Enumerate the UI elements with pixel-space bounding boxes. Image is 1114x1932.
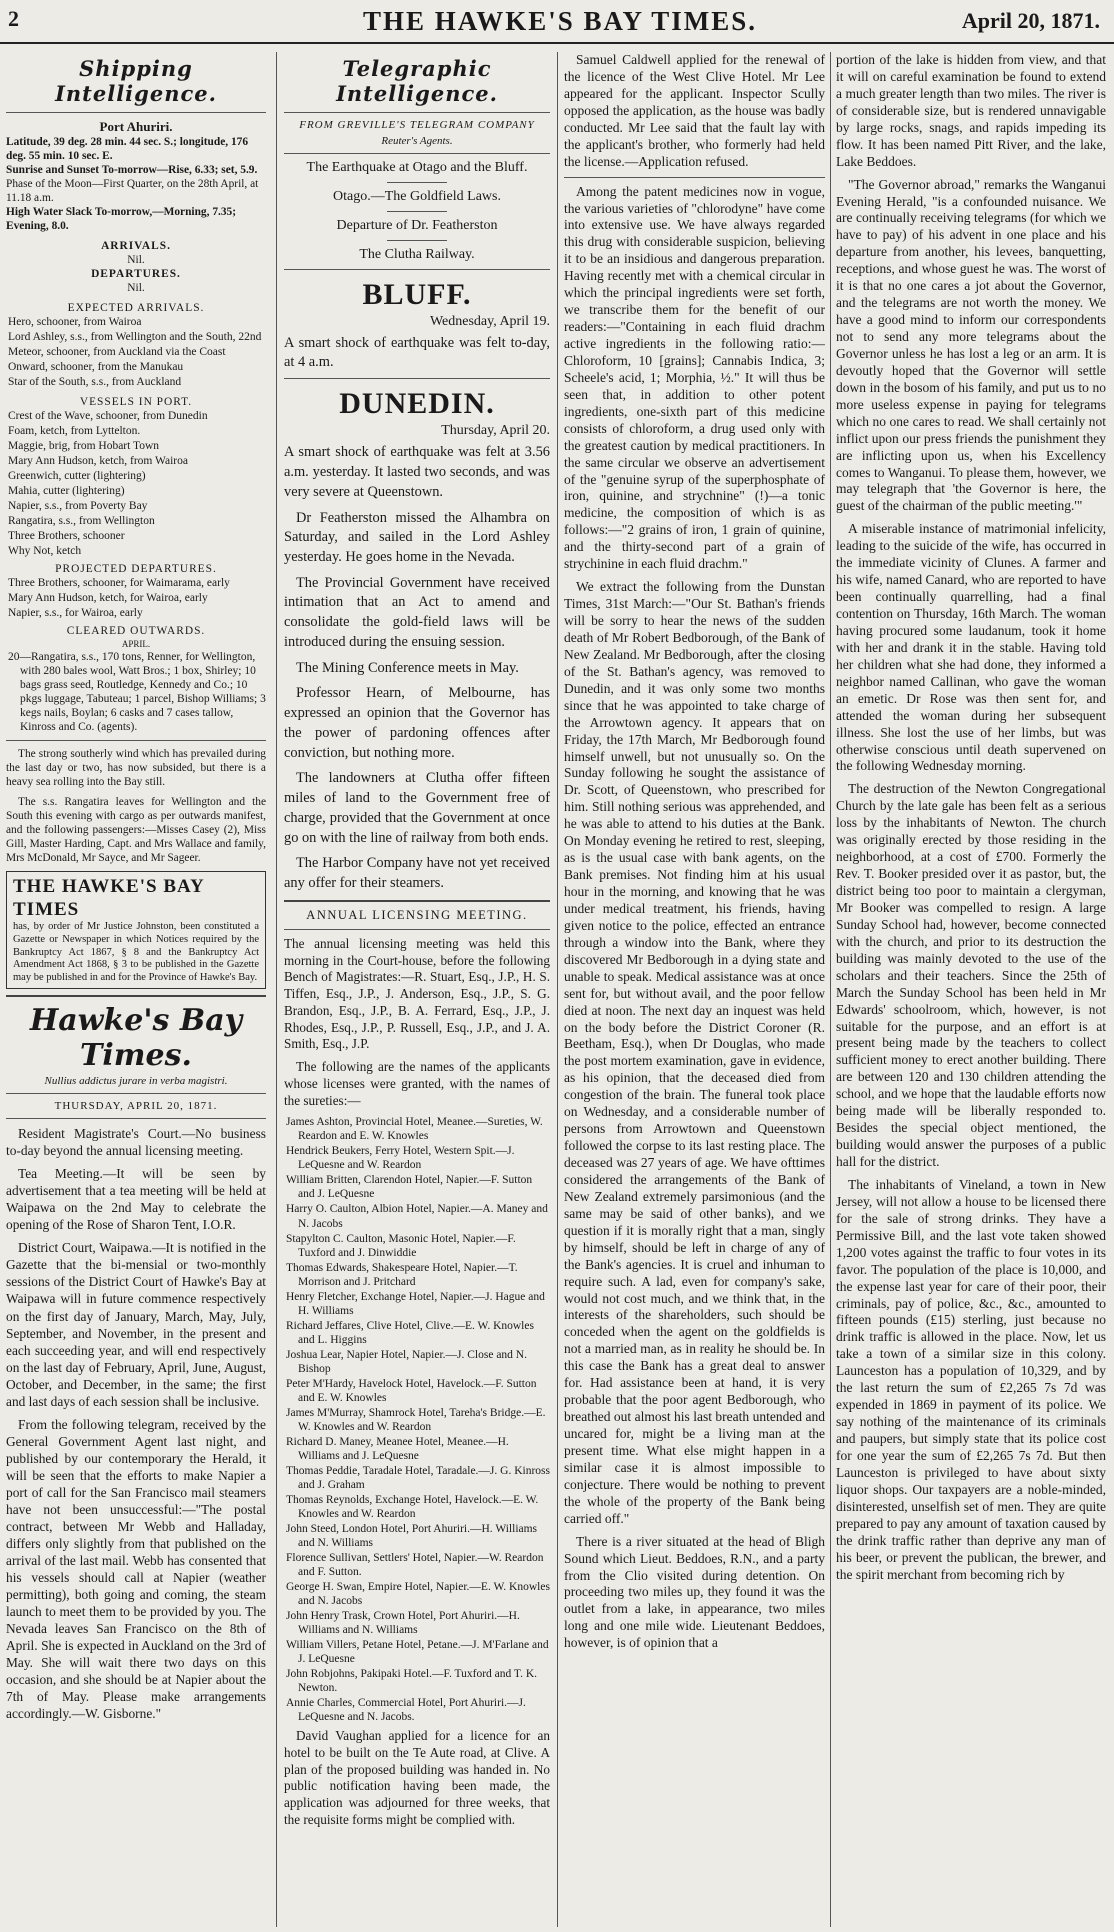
vessel-in-port: Three Brothers, schooner [8, 530, 125, 543]
license-applicant: Thomas Peddie, Taradale Hotel, Taradale.—J. G. Kinross and J. Graham [286, 1464, 550, 1491]
latitude: Latitude, 39 deg. 28 min. 44 sec. S.; longitude, 176 deg. 55 min. 10 sec. E. [6, 135, 249, 162]
column-divider [830, 52, 831, 1927]
column-2 [284, 52, 550, 1927]
expected-vessel: Meteor, schooner, from Auckland via the Coast [8, 346, 226, 359]
telegram-headlines [284, 160, 550, 263]
license-applicant: Joshua Lear, Napier Hotel, Napier.—J. Close and N. Bishop [286, 1348, 527, 1375]
bligh-sound-article: There is a river situated at the head of Bligh Sound which Lieut. Beddoes, R.N., and a party from the Clio visited during detention. On proceeding two miles up, they found it was the outlet from a lake, in appearance, two miles long and one mile wide. Lieutenant Beddoes, however, is of opinion that a [564, 1533, 825, 1651]
licensing-bench: The annual licensing meeting was held this morning in the Court-house, before the following Bench of Magistrates:—R. Stuart, Esq., J.P., H. S. Tiffen, Esq., J.P., J. Anderson, Esq., J.P., S. G. Brandon, Esq., J.P., B. A. Ferrard, Esq., J.P., J. Rhodes, Esq., J.P., P. Russell, Esq., J.P., and J. A. Smith, Esq., J.P. [284, 935, 550, 1052]
license-applicant: John Robjohns, Pakipaki Hotel.—F. Tuxford and T. K. Newton. [286, 1667, 538, 1694]
high-water: High Water Slack To-morrow,—Morning, 7.35; Evening, 8.0. [6, 206, 237, 233]
moon-phase: Phase of the Moon—First Quarter, on the 28th April, at 11.18 a.m. [6, 178, 259, 205]
column-divider [557, 52, 558, 1927]
notice-text: has, by order of Mr Justice Johnston, been constituted a Gazette or Newspaper in which Notices required by the Bankruptcy Act 1867, § 8 and the Bankruptcy Act Amendment Act 1868, § 3 to be published in the Gazette may be published in and for the Province of Hawke's Bay. [13, 921, 259, 983]
vessels-list [6, 409, 266, 558]
governor-abroad: "The Governor abroad," remarks the Wanganui Evening Herald, "is a confounded nuisance. We are continually receiving telegrams (for which we have to pay) of his advent in one place and his departure from another, his levees, banquetting, receptions, and whose guest he was. The worst of it is that no one cares a jot about the Governor, and the telegrams are not worth the money. We have a good mind to inform our correspondents not to send any more telegrams about the Governor unless he has lost a leg or an arm. It is devoutly hoped that the Governor will settle down in the bosom of his family, and put us to no more useless expense in paying for telegrams which no one cares to read. We shall certainly not inflict upon our press friends the punishment they are inflicting upon us, when his Excellency comes to Wanganui. To please them, however, we may telegraph that 'the Governor is here, the guest of the chairman of the public meeting.'" [836, 176, 1106, 514]
column-4 [836, 52, 1106, 1927]
projected-departure: Napier, s.s., for Wairoa, early [8, 607, 143, 620]
telegram-headline: The Earthquake at Otago and the Bluff. [306, 160, 528, 175]
license-applicant: Henry Fletcher, Exchange Hotel, Napier.—J. Hague and H. Williams [286, 1290, 545, 1317]
issue-date: April 20, 1871. [961, 8, 1100, 33]
license-applicant: Stapylton C. Caulton, Masonic Hotel, Napier.—F. Tuxford and J. Dinwiddie [286, 1232, 516, 1259]
column-1 [6, 52, 266, 1927]
expected-list [6, 315, 266, 389]
expected-vessel: Onward, schooner, from the Manukau [8, 361, 184, 374]
professor-hearn: Professor Hearn, of Melbourne, has expressed an opinion that the Governor has the power of pardoning offences after conviction, but nothing more. [284, 685, 550, 761]
vessel-in-port: Greenwich, cutter (lightering) [8, 470, 146, 483]
licensing-intro: The following are the names of the applicants whose licenses were granted, with the names of the sureties:— [284, 1059, 550, 1108]
mail-telegram: From the following telegram, received by the General Government Agent last night, and published by our contemporary the Herald, it will be seen that the efforts to make Napier a port of call for the San Francisco mail steamers have not been unsuccessful:—"The postal contract, between Mr Webb and Halladay, differs only slightly from that published on the arrival of the last mail. Webb has consented that his vessels should call at Napier (weather permitting), both going and coming, the steam launch to meet them to be provided by you. The Nevada leaves San Francisco on the 8th of April. She is expected in Auckland on the 3rd of May. She will wait there two days on this occasion, and she should be at Napier about the 7th of May. Please make arrangements accordingly.—W. Gisborne." [6, 1416, 266, 1721]
departures-heading: DEPARTURES. [91, 268, 181, 281]
license-applicant: Thomas Edwards, Shakespeare Hotel, Napier.—T. Morrison and J. Pritchard [286, 1261, 518, 1288]
bluff-heading: BLUFF. [362, 278, 472, 311]
reuters-agents: Reuter's Agents. [381, 135, 453, 147]
dunedin-heading: DUNEDIN. [339, 387, 495, 421]
license-applicant: Thomas Reynolds, Exchange Hotel, Havelock.—E. W. Knowles and W. Reardon [286, 1493, 539, 1520]
license-applicant: Harry O. Caulton, Albion Hotel, Napier.—A. Maney and N. Jacobs [286, 1203, 548, 1230]
expected-vessel: Hero, schooner, from Wairoa [8, 316, 142, 329]
license-applicant: William Britten, Clarendon Hotel, Napier.—F. Sutton and J. LeQuesne [286, 1174, 533, 1201]
featherston: Dr Featherston missed the Alhambra on Saturday, and sailed in the Lord Ashley yesterday. He goes home in the Nevada. [284, 509, 550, 565]
caldwell-license: Samuel Caldwell applied for the renewal of the licence of the West Clive Hotel. Mr Lee appeared for the applicant. Inspector Scully opposed the application, as the house was badly conducted. Mr Lee said that the fault lay with the applicant's brother, who formerly had held the license.—Application refused. [564, 52, 825, 169]
mining-conference: The Mining Conference meets in May. [296, 659, 519, 676]
license-applicant: William Villers, Petane Hotel, Petane.—J. M'Farlane and J. LeQuesne [286, 1638, 549, 1665]
newspaper-title: THE HAWKE'S BAY TIMES. [362, 6, 758, 36]
gazette-notice [6, 871, 266, 990]
dateline: THURSDAY, APRIL 20, 1871. [54, 1100, 218, 1113]
headline-divider [387, 240, 447, 241]
weather-paragraph: The strong southerly wind which has prevailed during the last day or two, has now subsided, but there is a heavy sea rolling into the Bay still. [6, 747, 266, 788]
vineland-article: The inhabitants of Vineland, a town in New Jersey, will not allow a house to be licensed there for the sale of strong drinks. They have a Permissive Bill, and the last vote taken showed 1,200 votes against the traffic to four votes in its favor. The population of the place is 10,000, and the expense last year for care of their poor, their criminals, pay of police, &c., &c., amounted to fifteen pounds (£15) sterling, just because no drink traffic is allowed in the place. Now, let us take a town of a similar size in this colony. Launceston has a population of 10,329, and by the last return the sum of £2,265 7s 7d was expended in 1869 in payment of its police. We say nothing of the maintenance of its criminals and paupers, but simply state that its police cost for one year the sum of £2,265 7s 7d. But then Launceston is privileged to have about sixty liquor shops. Our taxpayers are a noble-minded, disinterested, unselfish set of men. They are quite prepared to pay any amount of taxation caused by the drink traffic rather than deprive any man of his beer, or prevent the publican, the brewer, and the spirit merchant from becoming rich by [836, 1176, 1106, 1582]
licensing-title: ANNUAL LICENSING MEETING. [306, 907, 528, 922]
vessel-in-port: Maggie, brig, from Hobart Town [8, 440, 160, 453]
vessel-in-port: Why Not, ketch [8, 545, 82, 558]
telegram-headline: Otago.—The Goldfield Laws. [333, 189, 501, 204]
vaughan-application: David Vaughan applied for a licence for an hotel to be built on the Te Aute road, at Clive. A plan of the proposed building was handed in. No public notification having been made, the application was adjourned for three weeks, that the requisite forms might be complied with. [284, 1728, 550, 1827]
arrivals-heading: ARRIVALS. [101, 240, 171, 253]
license-applicant: Annie Charles, Commercial Hotel, Port Ahuriri.—J. LeQuesne and N. Jacobs. [286, 1697, 526, 1724]
column-divider [276, 52, 277, 1927]
newton-church: The destruction of the Newton Congregational Church by the late gale has been felt as a serious loss by the inhabitants of Newton. The church was originally erected by those residing in the neighborhood, at a cost of £700. Formerly the Rev. T. Booker presided over it as pastor, but, the district being too poor to maintain a clergyman, Mr Booker was compelled to resign. A large Sunday School had, however, become connected with the church, and prior to its destruction the building was mainly devoted to the use of the scholars and their teachers. Since the 25th of March the Sunday School has been held in Mr Edwards' schoolroom, which, however, is not suitable for the purpose, and an effort is at present being made by the teachers to collect sufficient money to erect another building. There are between 120 and 130 children attending the school, and we hope that the laudable efforts now being made will be liberally responded to. Besides the special object mentioned, the building would answer the purposes of a public hall for the district. [836, 781, 1106, 1169]
clutha-landowners: The landowners at Clutha offer fifteen miles of land to the Government free of charge, provided that the Government at once go on with the line of railway from both ends. [284, 770, 550, 846]
license-applicant: James M'Murray, Shamrock Hotel, Tareha's Bridge.—E. W. Knowles and W. Reardon [286, 1406, 546, 1433]
license-applicant: Hendrick Beukers, Ferry Hotel, Western Spit.—J. LeQuesne and W. Reardon [286, 1145, 515, 1172]
dunedin-earthquake: A smart shock of earthquake was felt at 3.56 a.m. yesterday. It lasted two seconds, and was very severe at Queenstown. [284, 444, 550, 500]
headline-divider [387, 182, 447, 183]
page-number: 2 [8, 6, 19, 31]
vessel-in-port: Mahia, cutter (lightering) [8, 485, 125, 498]
magistrates-court: Resident Magistrate's Court.—No business to-day beyond the annual licensing meeting. [6, 1126, 266, 1159]
harbor-company: The Harbor Company have not yet received any offer for their steamers. [284, 855, 550, 891]
notice-title: THE HAWKE'S BAY TIMES [13, 875, 204, 920]
vessel-in-port: Rangatira, s.s., from Wellington [8, 515, 155, 528]
projected-departure: Three Brothers, schooner, for Waimarama, early [8, 577, 230, 590]
license-applicant: Florence Sullivan, Settlers' Hotel, Napier.—W. Reardon and F. Sutton. [286, 1551, 544, 1578]
telegraphic-title: Telegraphic Intelligence. [284, 52, 550, 113]
motto: Nullius addictus jurare in verba magistri. [44, 1075, 228, 1088]
license-applicant: Richard Jeffares, Clive Hotel, Clive.—E. W. Knowles and L. Higgins [286, 1319, 534, 1346]
cleared-entry: 20—Rangatira, s.s., 170 tons, Renner, for Wellington, with 280 bales wool, Watt Bros.; 1 box, Shirley; 10 bags grass seed, Routledge, Kennedy and Co.; 10 pkgs luggage, Tabuteau; 1 parcel, Bishop Williams; 3 kegs nails, Boylan; 6 casks and 7 cases tallow, Kinross and Co. (agents). [8, 650, 266, 733]
license-applicant: George H. Swan, Empire Hotel, Napier.—E. W. Knowles and N. Jacobs [286, 1580, 550, 1607]
goldfield-act: The Provincial Government have received intimation that an Act to amend and consolidate the gold-field laws will be introduced during the ensuing session. [284, 574, 550, 650]
shipping-title: Shipping Intelligence. [6, 52, 266, 113]
expected-vessel: Lord Ashley, s.s., from Wellington and the South, 22nd [8, 331, 262, 344]
page-header [0, 0, 1114, 44]
telegram-headline: Departure of Dr. Featherston [336, 218, 498, 233]
clunes-suicide: A miserable instance of matrimonial infelicity, leading to the suicide of the wife, has occurred in the immediate vicinity of Clunes. A farmer and his wife, named Canard, who are reported to have been continually quarrelling, had a final contention on Thursday, 16th March. The woman having procured some laudanum, took it home with her and drank it in the stable. Having told her children what she had done, they informed a neighbor named Callinan, who gave the woman an emetic. Dr Rose was then sent for, and attended the woman during her subsequent illness. She lost the use of her limbs, but was otherwise conscious until death supervened on the following Wednesday morning. [836, 521, 1106, 774]
license-applicant: John Henry Trask, Crown Hotel, Port Ahuriri.—H. Williams and N. Williams [286, 1609, 520, 1636]
cleared-month: APRIL. [121, 638, 151, 649]
vessel-in-port: Crest of the Wave, schooner, from Dunedin [8, 410, 208, 423]
telegram-headline: The Clutha Railway. [359, 247, 475, 262]
headline-divider [387, 211, 447, 212]
tea-meeting: Tea Meeting.—It will be seen by advertisement that a tea meeting will be held at Waipawa on the 2nd May to celebrate the opening of the Rose of Sharon Tent, I.O.R. [6, 1166, 266, 1233]
license-applicant: Peter M'Hardy, Havelock Hotel, Havelock.—F. Sutton and E. W. Knowles [286, 1377, 537, 1404]
vessel-in-port: Napier, s.s., from Poverty Bay [8, 500, 148, 513]
cleared-heading: CLEARED OUTWARDS. [66, 625, 206, 638]
license-applicant: John Steed, London Hotel, Port Ahuriri.—H. Williams and N. Williams [286, 1522, 538, 1549]
vessels-heading: VESSELS IN PORT. [79, 396, 193, 409]
bedborough-article: We extract the following from the Dunstan Times, 31st March:—"Our St. Bathan's friends will be sorry to hear the news of the sudden death of Mr Robert Bedborough, of the Bank of New Zealand. Mr Bedborough, after the closing of the St. Bathan's agency, was removed to Dunedin, and it was only some two months since that he was appointed to take charge of the Arrowtown agency. It appears that on Friday, the 17th March, Mr Bedborough found himself unwell, but not unusually so. On the Sunday following he sought the assistance of Dr. Scott, of Queenstown, who prescribed for him. Still nothing serious was apprehended, and he was able to attend to his duties at the Bank. On Monday evening he retired to rest, sleeping, as is the usual case with bank agents, on the Bank premises. Not finding him at his usual hour in the morning, and knowing that he was under medical treatment, his friends, having given notice to the police, effected an entrance through a window into the Bank, where they discovered Mr Bedborough in a dying state and unable to speak. Medical assistance was at once sent for, but without avail, and the poor fellow died at noon. The next day an inquest was held on the body before the District Coroner (R. Beetham, Esq.), when Dr Douglas, who made the post mortem examination, gave in evidence, as his opinion, that the deceased died from congestion of the brain. The funeral took place on Wednesday, and a considerable number of persons from Arrowtown and Queenstown followed the corpse to its last resting place. The deceased was 27 years of age. We have ofttimes considered the arrangements of the Bank of New Zealand extremely parsimonious (and the same may be said of other banks), and we question if it is morally right that a man, singly by himself, should be left in charge of any of the Bank's agencies. It is cruel and inhuman to require such. A lad, even for company's sake, would not cost much, and we think that, in the interests of the shareholders, such should be conceded when the agent on the goldfields is not a married man, as in reality he should be. In this case the Bank has a great deal to answer for. Had assistance been at hand, it is very probable that the poor agent Bedborough, who breathed out almost his last breath untended and uncared for, might be a living man at the present time. What else might happen in a similar case it is almost impossible to conjecture. There would be nothing to prevent the whole of the property of the Bank being carried off." [564, 579, 825, 1526]
telegram-source: FROM GREVILLE'S TELEGRAM COMPANY [299, 119, 535, 131]
dunedin-date: Thursday, April 20. [441, 423, 550, 439]
vessel-in-port: Mary Ann Hudson, ketch, from Wairoa [8, 455, 188, 468]
chlorodyne-article: Among the patent medicines now in vogue, the various varieties of "chlorodyne" have come into extensive use. We have always regarded this drug with considerable suspicion, believing it to be an insidious and dangerous preparation. Having recently met with a chemical circular in which the principal ingredients were set forth, we transcribe them for the benefit of our readers:—"Containing in each fluid drachm active ingredients in the following ratio:—Chloroform, 10 [grains]; Cannabis Indica, 3; Scheele's acid, 1; Morphia, ½." It will thus be seen that, in addition to other potent ingredients, one-sixth part of this medicine consists of chloroform, a drug used only with the greatest caution by medical practitioners. In the same circular we observe an advertisement of the "genuine syrup of the superphosphate of iron, quinine, and strychnine" (!)—a tonic medicine, the composition of which is as follows:—"2 grains of iron, 1 grain of quinine, and the thirty-second part of a grain of strychinine in each fluid drachm." [564, 183, 825, 572]
sunrise-sunset: Sunrise and Sunset To-morrow—Rise, 6.33; set, 5.9. [6, 164, 258, 177]
masthead: Hawke's Bay Times. [29, 1003, 243, 1074]
applicants-list [284, 1115, 550, 1724]
column-3 [564, 52, 825, 1927]
expected-vessel: Star of the South, s.s., from Auckland [8, 376, 182, 389]
projected-heading: PROJECTED DEPARTURES. [55, 563, 217, 576]
vessel-in-port: Foam, ketch, from Lyttelton. [8, 425, 141, 438]
projected-departure: Mary Ann Hudson, ketch, for Wairoa, early [8, 592, 208, 605]
bluff-text: A smart shock of earthquake was felt to-day, at 4 a.m. [284, 335, 550, 371]
port-name: Port Ahuriri. [99, 119, 173, 134]
bluff-date: Wednesday, April 19. [429, 314, 550, 329]
license-applicant: James Ashton, Provincial Hotel, Meanee.—Sureties, W. Reardon and E. W. Knowles [286, 1116, 543, 1143]
district-court: District Court, Waipawa.—It is notified in the Gazette that the bi-mensial or two-monthly sessions of the District Court of Hawke's Bay at Waipawa will in future commence respectively on the first day of January, March, May, July, September, and November, in the present and each succeeding year, and will end respectively on the last day of February, April, June, August, October, and December, in the same; the first and last days of each session shall be inclusive. [6, 1240, 266, 1409]
lake-beddoes: portion of the lake is hidden from view, and that it will on careful examination be found to extend a much greater length than two miles. The river is of considerable size, but is rendered unnavigable by large rocks, snags, and rapids impeding its flow. It has been named Pitt River, and the lake, Lake Beddoes. [836, 52, 1106, 169]
rangatira-paragraph: The s.s. Rangatira leaves for Wellington and the South this evening with cargo as per outwards manifest, and the following passengers:—Misses Casey (2), Miss Gill, Master Harding, Capt. and Mrs Wallace and family, Mrs McDonald, Mr Sayce, and Mr Sageer. [6, 795, 266, 864]
projected-list [6, 576, 266, 620]
license-applicant: Richard D. Maney, Meanee Hotel, Meanee.—H. Williams and J. LeQuesne [286, 1435, 509, 1462]
expected-heading: EXPECTED ARRIVALS. [67, 302, 205, 315]
departures-value: Nil. [127, 282, 145, 295]
arrivals-value: Nil. [127, 254, 145, 267]
